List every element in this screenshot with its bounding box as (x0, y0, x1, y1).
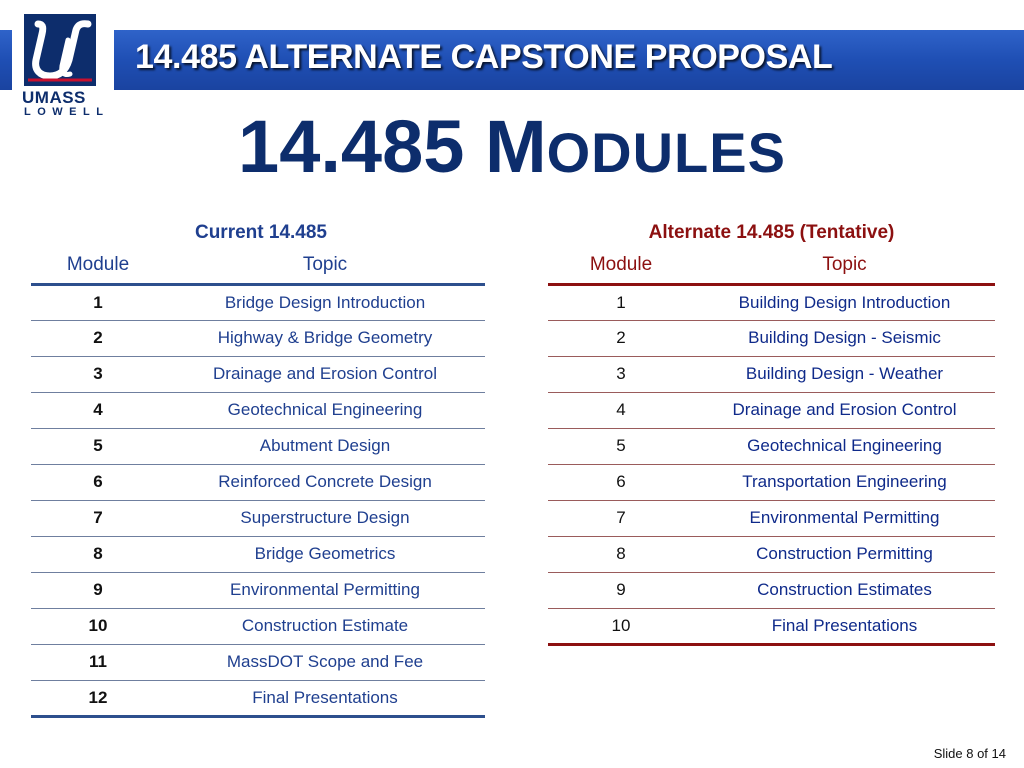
module-number-cell: 2 (548, 320, 694, 356)
table-row (31, 428, 485, 464)
table-row (548, 284, 995, 320)
module-number-cell: 2 (31, 320, 165, 356)
column-header-module: Module (31, 248, 165, 284)
module-number-cell: 6 (31, 464, 165, 500)
table-row (31, 608, 485, 644)
column-header-topic: Topic (165, 248, 485, 284)
module-number-cell: 1 (31, 284, 165, 320)
module-number-cell: 8 (548, 536, 694, 572)
module-number-cell: 3 (31, 356, 165, 392)
module-number-cell: 7 (31, 500, 165, 536)
table-row (548, 392, 995, 428)
page-title-lead: 14.485 M (238, 105, 547, 188)
topic-cell: Transportation Engineering (694, 464, 995, 500)
topic-cell: Geotechnical Engineering (165, 392, 485, 428)
topic-cell: Construction Estimate (165, 608, 485, 644)
module-number-cell: 3 (548, 356, 694, 392)
table-header-row (31, 248, 485, 284)
topic-cell: Environmental Permitting (165, 572, 485, 608)
table-row (548, 500, 995, 536)
module-number-cell: 4 (31, 392, 165, 428)
alternate-table-caption: Alternate 14.485 (Tentative) (648, 222, 895, 243)
topic-cell: Environmental Permitting (694, 500, 995, 536)
slide-number: Slide 8 of 14 (933, 746, 1006, 761)
current-table (31, 248, 485, 718)
logo-umass-text: UMASS (22, 88, 86, 107)
topic-cell: Drainage and Erosion Control (165, 356, 485, 392)
table-row (548, 464, 995, 500)
logo-lowell-text: LOWELL (24, 106, 110, 118)
module-number-cell: 9 (31, 572, 165, 608)
module-number-cell: 11 (31, 644, 165, 680)
module-number-cell: 10 (548, 608, 694, 644)
module-number-cell: 5 (31, 428, 165, 464)
topic-cell: Drainage and Erosion Control (694, 392, 995, 428)
table-row (31, 536, 485, 572)
table-row (31, 500, 485, 536)
table-row (548, 608, 995, 644)
table-row (31, 284, 485, 320)
table-row (548, 356, 995, 392)
table-row (31, 572, 485, 608)
current-table-caption: Current 14.485 (194, 222, 327, 243)
logo-u-mark-icon (24, 14, 96, 86)
current-table-body (31, 284, 485, 716)
page-title-rest: ODULES (546, 121, 786, 184)
topic-cell: Bridge Design Introduction (165, 284, 485, 320)
module-number-cell: 12 (31, 680, 165, 716)
topic-cell: Abutment Design (165, 428, 485, 464)
module-number-cell: 5 (548, 428, 694, 464)
topic-cell: Bridge Geometrics (165, 536, 485, 572)
table-row (31, 644, 485, 680)
topic-cell: Construction Estimates (694, 572, 995, 608)
table-row (548, 572, 995, 608)
topic-cell: Superstructure Design (165, 500, 485, 536)
column-header-module: Module (548, 248, 694, 284)
alternate-table (548, 248, 995, 646)
header-title: 14.485 ALTERNATE CAPSTONE PROPOSAL (135, 38, 833, 76)
alternate-table-body (548, 284, 995, 644)
table-row (31, 680, 485, 716)
topic-cell: Building Design Introduction (694, 284, 995, 320)
table-row (31, 356, 485, 392)
current-modules-table (31, 218, 485, 718)
column-header-topic: Topic (694, 248, 995, 284)
module-number-cell: 8 (31, 536, 165, 572)
page-title (0, 102, 1024, 198)
topic-cell: Highway & Bridge Geometry (165, 320, 485, 356)
topic-cell: Building Design - Seismic (694, 320, 995, 356)
topic-cell: Geotechnical Engineering (694, 428, 995, 464)
module-number-cell: 9 (548, 572, 694, 608)
topic-cell: Final Presentations (694, 608, 995, 644)
module-number-cell: 1 (548, 284, 694, 320)
table-row (31, 392, 485, 428)
table-row (548, 536, 995, 572)
alternate-modules-table (548, 218, 995, 646)
table-row (548, 320, 995, 356)
topic-cell: MassDOT Scope and Fee (165, 644, 485, 680)
module-number-cell: 6 (548, 464, 694, 500)
table-row (31, 464, 485, 500)
topic-cell: Construction Permitting (694, 536, 995, 572)
topic-cell: Reinforced Concrete Design (165, 464, 485, 500)
table-row (31, 320, 485, 356)
table-row (548, 428, 995, 464)
topic-cell: Building Design - Weather (694, 356, 995, 392)
topic-cell: Final Presentations (165, 680, 485, 716)
module-number-cell: 4 (548, 392, 694, 428)
module-number-cell: 10 (31, 608, 165, 644)
module-number-cell: 7 (548, 500, 694, 536)
table-header-row (548, 248, 995, 284)
